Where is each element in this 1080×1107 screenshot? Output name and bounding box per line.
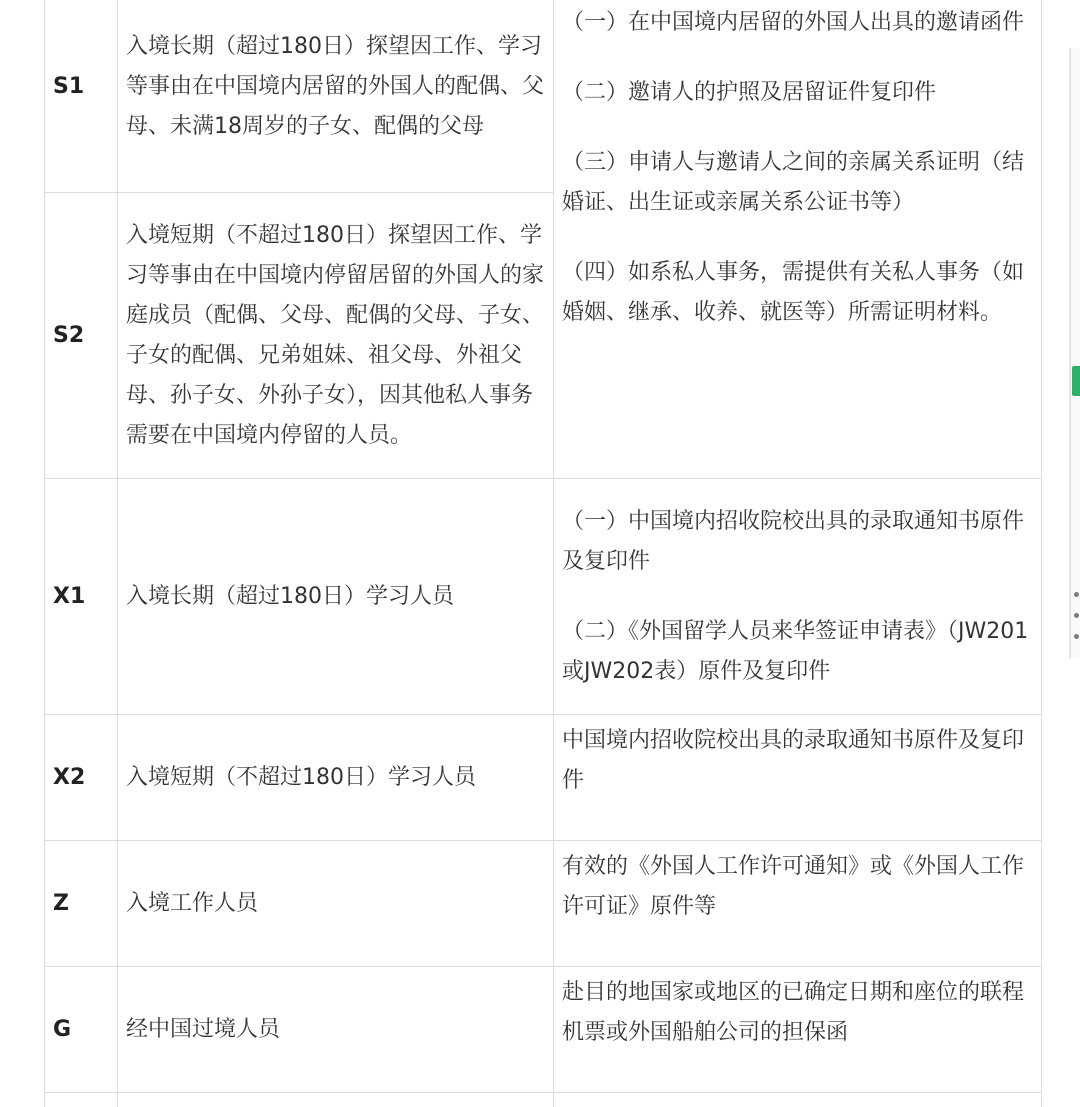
visa-code-cell: S2: [45, 193, 118, 479]
table-row: [45, 0, 1042, 193]
dot-icon: [1074, 592, 1079, 597]
visa-purpose-cell: 入境短期（不超过180日）探望因工作、学习等事由在中国境内停留居留的外国人的家庭成员（配偶、父母、配偶的父母、子女、子女的配偶、兄弟姐妹、祖父母、外祖父母、孙子女、外孙子女），因其他私人事务需要在中国境内停留的人员。: [118, 193, 554, 479]
table-row: [45, 715, 1042, 841]
visa-code-cell: X1: [45, 479, 118, 715]
required-documents-cell: [554, 841, 1042, 967]
document-item: （三）申请人与邀请人之间的亲属关系证明（结婚证、出生证或亲属关系公证书等）: [562, 150, 1025, 215]
visa-code-cell: S1: [45, 0, 118, 193]
table-row: [45, 967, 1042, 1093]
table-row: [45, 1093, 1042, 1107]
table-row: [45, 479, 1042, 715]
visa-purpose-cell: 入境长期（超过180日）探望因工作、学习等事由在中国境内居留的外国人的配偶、父母、未满18周岁的子女、配偶的父母: [118, 0, 554, 193]
visa-purpose-cell: 入境工作人员: [118, 841, 554, 967]
document-item: 赴目的地国家或地区的已确定日期和座位的联程机票或外国船舶公司的担保函: [562, 980, 1025, 1045]
side-feedback-tab[interactable]: [1072, 366, 1080, 396]
document-item: （一）在中国境内居留的外国人出具的邀请函件: [562, 10, 1025, 35]
visa-purpose-cell: 经中国过境人员: [118, 967, 554, 1093]
required-documents-cell: [554, 967, 1042, 1093]
visa-code-cell: Z: [45, 841, 118, 967]
document-item: （四）如系私人事务，需提供有关私人事务（如婚姻、继承、收养、就医等）所需证明材料。: [562, 260, 1025, 325]
empty-cell: [554, 1093, 1042, 1107]
visa-requirements-table: [44, 0, 1042, 1107]
visa-purpose-cell: 入境短期（不超过180日）学习人员: [118, 715, 554, 841]
visa-code-cell: G: [45, 967, 118, 1093]
dot-icon: [1074, 613, 1079, 618]
document-item: （一）中国境内招收院校出具的录取通知书原件及复印件: [562, 508, 1025, 574]
panel-divider: [1069, 48, 1071, 658]
document-item: （二）《外国留学人员来华签证申请表》（JW201或JW202表）原件及复印件: [562, 618, 1029, 684]
empty-cell: [118, 1093, 554, 1107]
document-item: 中国境内招收院校出具的录取通知书原件及复印件: [562, 728, 1025, 793]
required-documents-cell: [554, 715, 1042, 841]
document-item: （二）邀请人的护照及居留证件复印件: [562, 80, 937, 105]
required-documents-cell: [554, 0, 1042, 479]
visa-code-cell: X2: [45, 715, 118, 841]
required-documents-cell: [554, 479, 1042, 715]
table-row: [45, 841, 1042, 967]
visa-purpose-cell: 入境长期（超过180日）学习人员: [118, 479, 554, 715]
dot-icon: [1074, 634, 1079, 639]
document-item: 有效的《外国人工作许可通知》或《外国人工作许可证》原件等: [562, 854, 1025, 919]
empty-cell: [45, 1093, 118, 1107]
adjacent-panel: [1071, 48, 1080, 658]
